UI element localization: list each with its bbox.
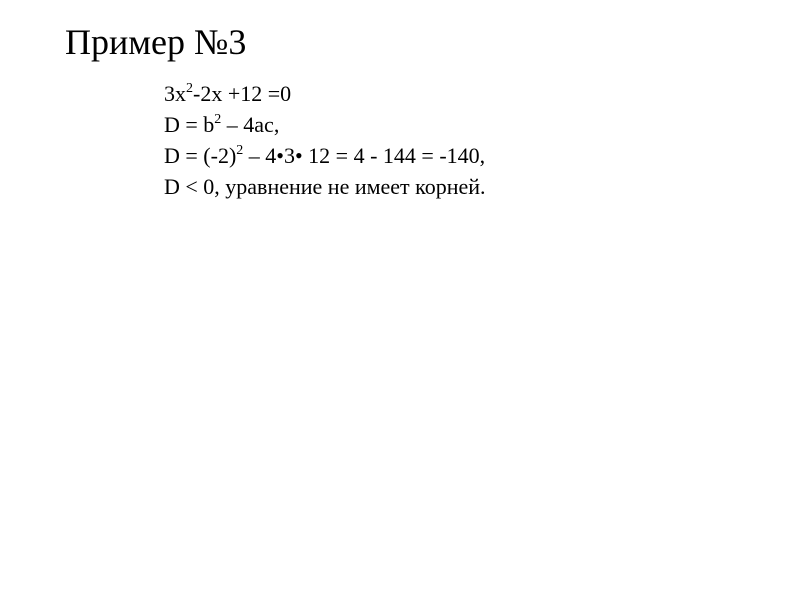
equation-text: 3x xyxy=(164,81,186,106)
conclusion-text: D < 0, уравнение не имеет корней. xyxy=(164,174,486,199)
equation-text: -2x +12 =0 xyxy=(193,81,292,106)
exponent: 2 xyxy=(186,81,193,96)
exponent: 2 xyxy=(214,112,222,127)
discriminant-calculation-line xyxy=(164,140,486,171)
formula-text: D = b xyxy=(164,112,215,137)
calculation-text: – 4•3• 12 = 4 - 144 = -140, xyxy=(243,143,486,168)
solution-text xyxy=(164,78,486,202)
formula-text: – 4ac, xyxy=(221,112,280,137)
calculation-text: D = (-2) xyxy=(164,143,237,168)
discriminant-formula-line xyxy=(164,109,486,140)
exponent: 2 xyxy=(236,143,244,158)
slide-title: Пример №3 xyxy=(65,22,247,62)
equation-line xyxy=(164,78,486,109)
conclusion-line xyxy=(164,171,486,202)
